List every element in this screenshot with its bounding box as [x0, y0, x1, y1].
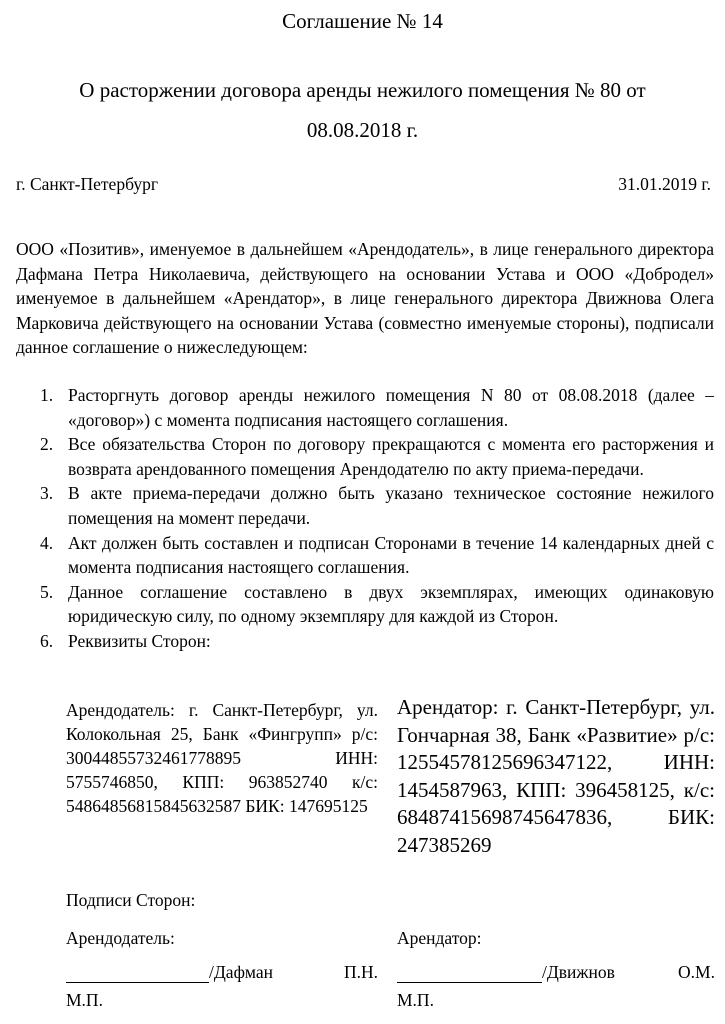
- lessee-signature-initials: О.М.: [678, 962, 715, 982]
- document-title: Соглашение № 14: [282, 9, 443, 33]
- clause-text: Акт должен быть составлен и подписан Сторонами в течение 14 календарных дней с момента подписания настоящего соглашения.: [68, 532, 714, 578]
- lessor-signature-initials: П.Н.: [343, 962, 378, 982]
- lessee-role-label: Арендатор:: [397, 928, 482, 948]
- clause-number: 1.: [40, 385, 54, 405]
- lessor-details: Арендодатель: г. Санкт-Петербург, ул. Колокольная 25, Банк «Фингрупп» р/с: 30044855732461778895 ИНН: 5755746850, КПП: 963852740 к/с: 54864856815845632587 БИК: 147695125: [66, 700, 378, 816]
- clause-text: Данное соглашение составлено в двух экземплярах, имеющих одинаковую юридическую силу, по одному экземпляру для каждой из Сторон.: [68, 581, 714, 627]
- lessor-stamp-mark: М.П.: [66, 990, 103, 1010]
- clause-number: 4.: [40, 532, 54, 553]
- lessee-signature-name: /Движнов: [542, 962, 615, 982]
- subtitle-line-2: 08.08.2018 г.: [306, 118, 419, 142]
- lessor-role-label: Арендодатель:: [66, 928, 175, 948]
- clause-number: 3.: [40, 483, 54, 504]
- clause-list: [16, 383, 714, 654]
- lessee-details: Арендатор: г. Санкт-Петербург, ул. Гончарная 38, Банк «Развитие» р/с: 12554578125696347122, ИНН: 1454587963, КПП: 396458125, к/с: 68487415698745647836, БИК: 247385269: [397, 695, 715, 857]
- subtitle-line-1: О расторжении договора аренды нежилого помещения № 80 от: [79, 78, 646, 102]
- clause-number: 2.: [40, 434, 54, 455]
- clause-text: Расторгнуть договор аренды нежилого помещения N 80 от 08.08.2018 (далее – «договор») с момента подписания настоящего соглашения.: [68, 385, 714, 430]
- clause-item: [16, 580, 714, 629]
- clause-text: В акте приема-передачи должно быть указано техническое состояние нежилого помещения на момент передачи.: [68, 483, 714, 528]
- clause-item: [16, 629, 714, 654]
- document-subtitle: [20, 70, 705, 150]
- lessee-stamp-mark: М.П.: [397, 990, 434, 1010]
- clause-number: 6.: [40, 630, 54, 651]
- intro-paragraph: ООО «Позитив», именуемое в дальнейшем «Арендодатель», в лице генерального директора Дафмана Петра Николаевича, действующего на основании Устава и ООО «Добродел» именуемое в дальнейшем «Арендатор», в лице генерального директора Движнова Олега Марковича действующего на основании Устава (совместно именуемые стороны), подписали данное соглашение о нижеследующем:: [16, 239, 714, 358]
- clause-item: [16, 432, 714, 481]
- clause-number: 5.: [40, 581, 54, 602]
- signature-blank: [66, 962, 209, 983]
- document-city: г. Санкт-Петербург: [16, 174, 158, 194]
- document-date: 31.01.2019 г.: [618, 174, 711, 194]
- clause-item: [16, 383, 714, 432]
- clause-item: [16, 531, 714, 580]
- signatures-heading: Подписи Сторон:: [66, 890, 196, 910]
- clause-item: [16, 481, 714, 530]
- signature-blank: [397, 962, 542, 983]
- clause-text: Реквизиты Сторон:: [68, 630, 211, 651]
- lessor-signature-name: /Дафман: [209, 962, 273, 982]
- clause-text: Все обязательства Сторон по договору прекращаются с момента его расторжения и возврата арендованного помещения Арендодателю по акту приема-передачи.: [68, 434, 714, 479]
